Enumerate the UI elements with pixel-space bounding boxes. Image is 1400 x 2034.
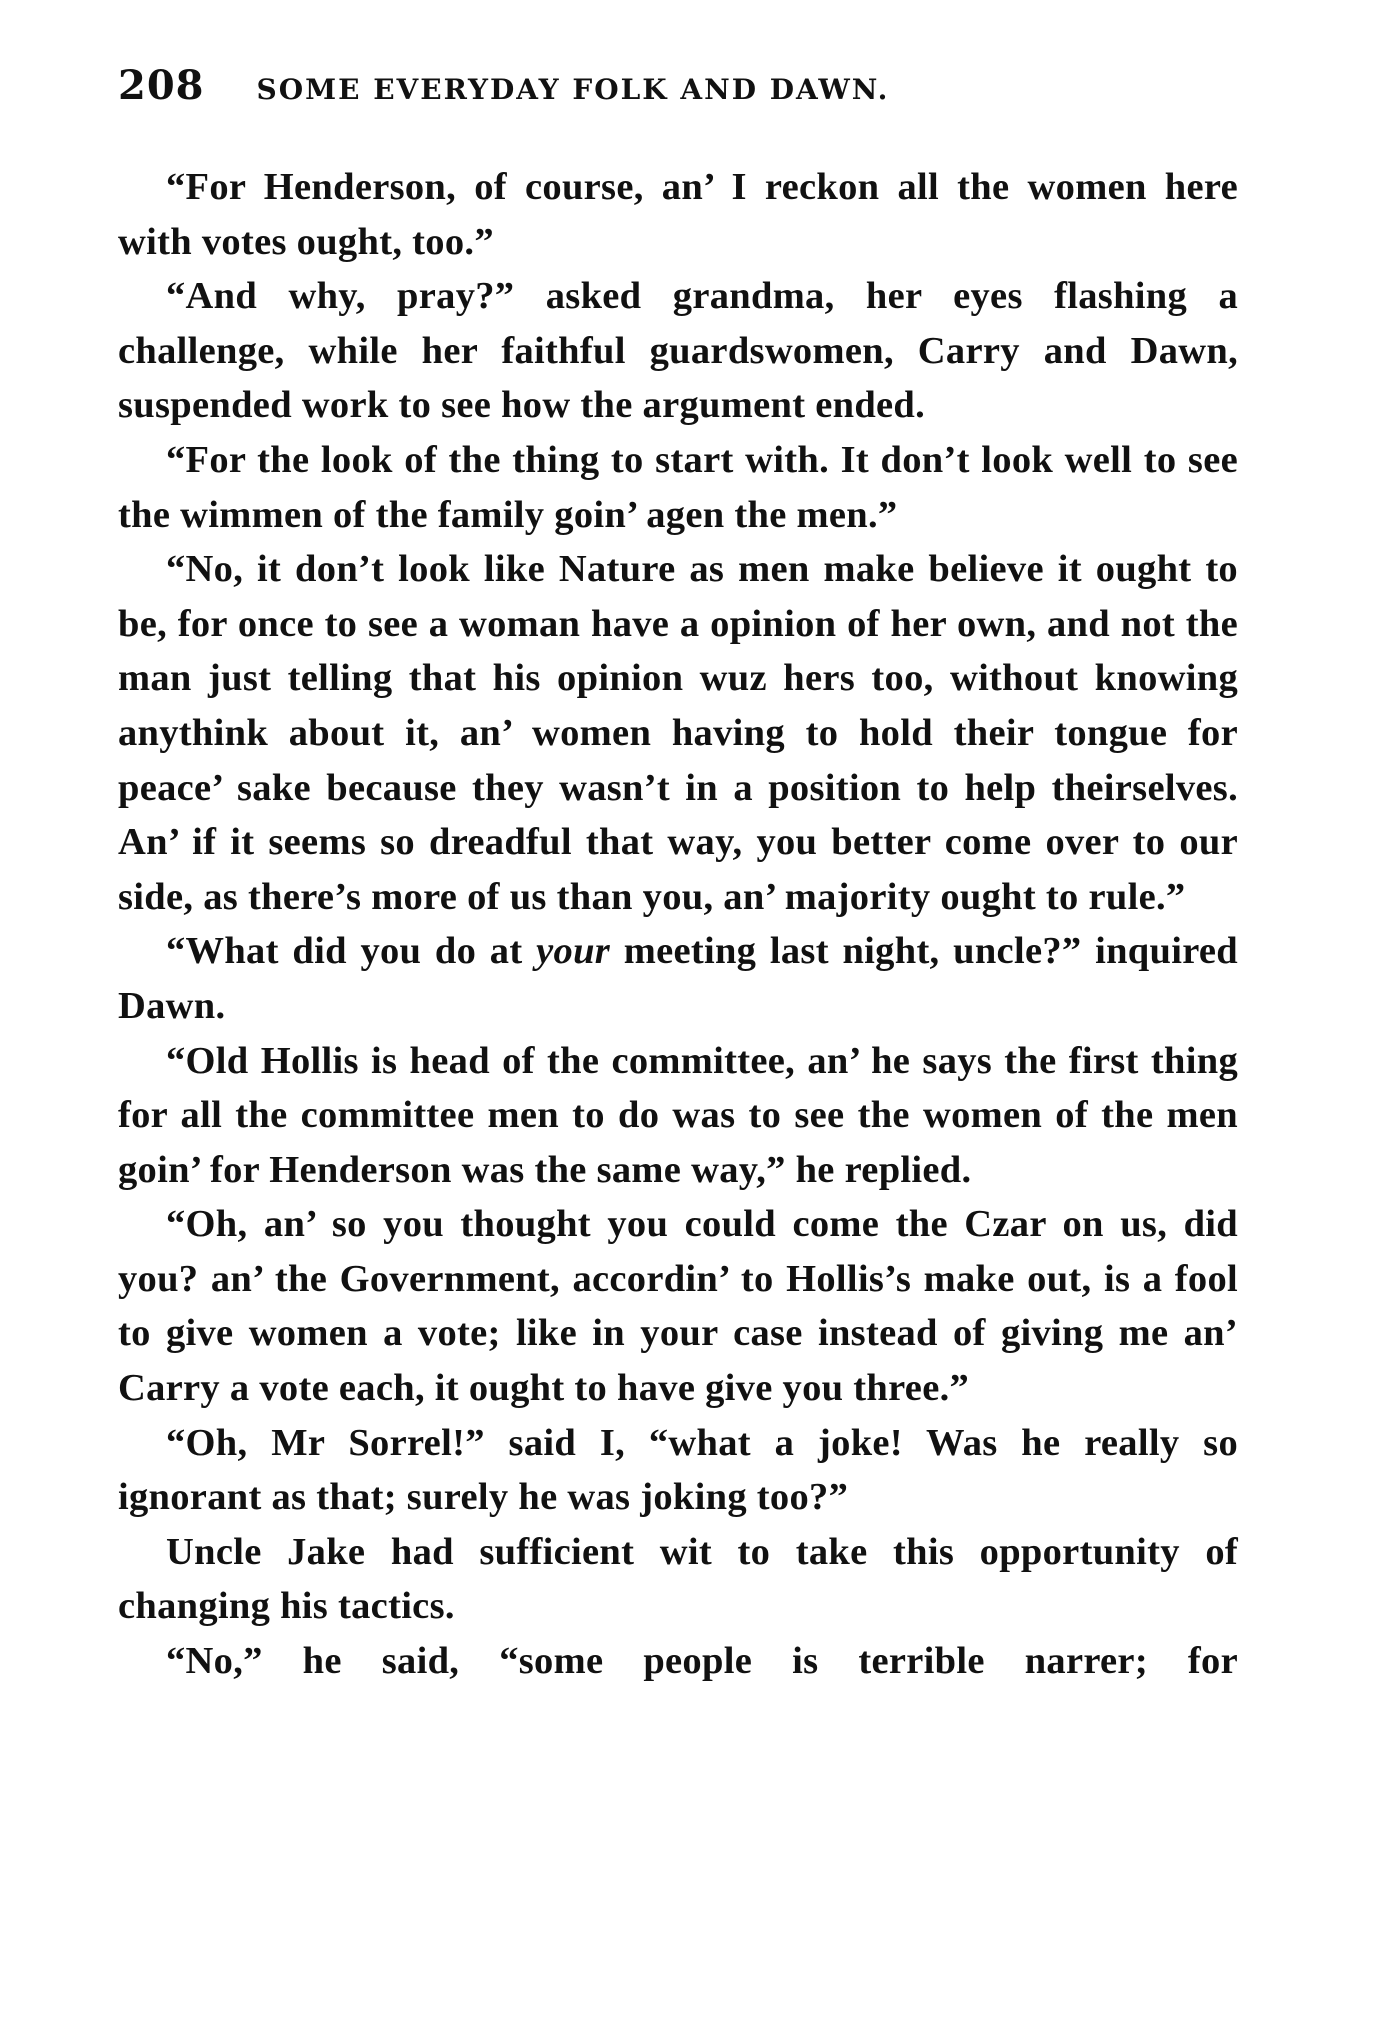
running-title: SOME EVERYDAY FOLK AND DAWN. (256, 73, 890, 106)
paragraph-text: meeting last night, uncle?” inquired Dawn. (118, 930, 1238, 1027)
paragraph (118, 924, 1238, 1033)
body-text (118, 160, 1238, 1689)
page-number: 208 (118, 62, 205, 109)
paragraph: “No,” he said, “some people is terrible narrer; for (166, 1640, 1238, 1683)
paragraph: “No, it don’t look like Nature as men make believe it ought to be, for once to see a woman have a opinion of her own, and not the man just telling that his opinion wuz hers too, without knowing anythink about it, an’ women having to hold their tongue for peace’ sake because they wasn’t in a position to help theirselves. An’ if it seems so dreadful that way, you better come over to our side, as there’s more of us than you, an’ majority ought to rule.” (118, 548, 1238, 918)
running-head (118, 62, 1238, 122)
paragraph-text: “What did you do at (166, 930, 537, 973)
paragraph: “For the look of the thing to start with. It don’t look well to see the wimmen of the family goin’ agen the men.” (118, 438, 1238, 536)
paragraph: “And why, pray?” asked grandma, her eyes flashing a challenge, while her faithful guardswomen, Carry and Dawn, suspended work to see how the argument ended. (118, 275, 1238, 427)
paragraph: “Old Hollis is head of the committee, an’ he says the first thing for all the committee men to do was to see the women of the men goin’ for Henderson was the same way,” he replied. (118, 1039, 1238, 1191)
paragraph: “Oh, Mr Sorrel!” said I, “what a joke! Was he really so ignorant as that; surely he was joking too?” (118, 1421, 1238, 1519)
paragraph: “For Henderson, of course, an’ I reckon all the women here with votes ought, too.” (118, 166, 1238, 263)
paragraph: “Oh, an’ so you thought you could come the Czar on us, did you? an’ the Government, accordin’ to Hollis’s make out, is a fool to give women a vote; like in your case instead of giving me an’ Carry a vote each, it ought to have give you three.” (118, 1203, 1238, 1410)
italic-word: your (536, 930, 611, 973)
paragraph: Uncle Jake had sufficient wit to take this opportunity of changing his tactics. (118, 1530, 1238, 1628)
